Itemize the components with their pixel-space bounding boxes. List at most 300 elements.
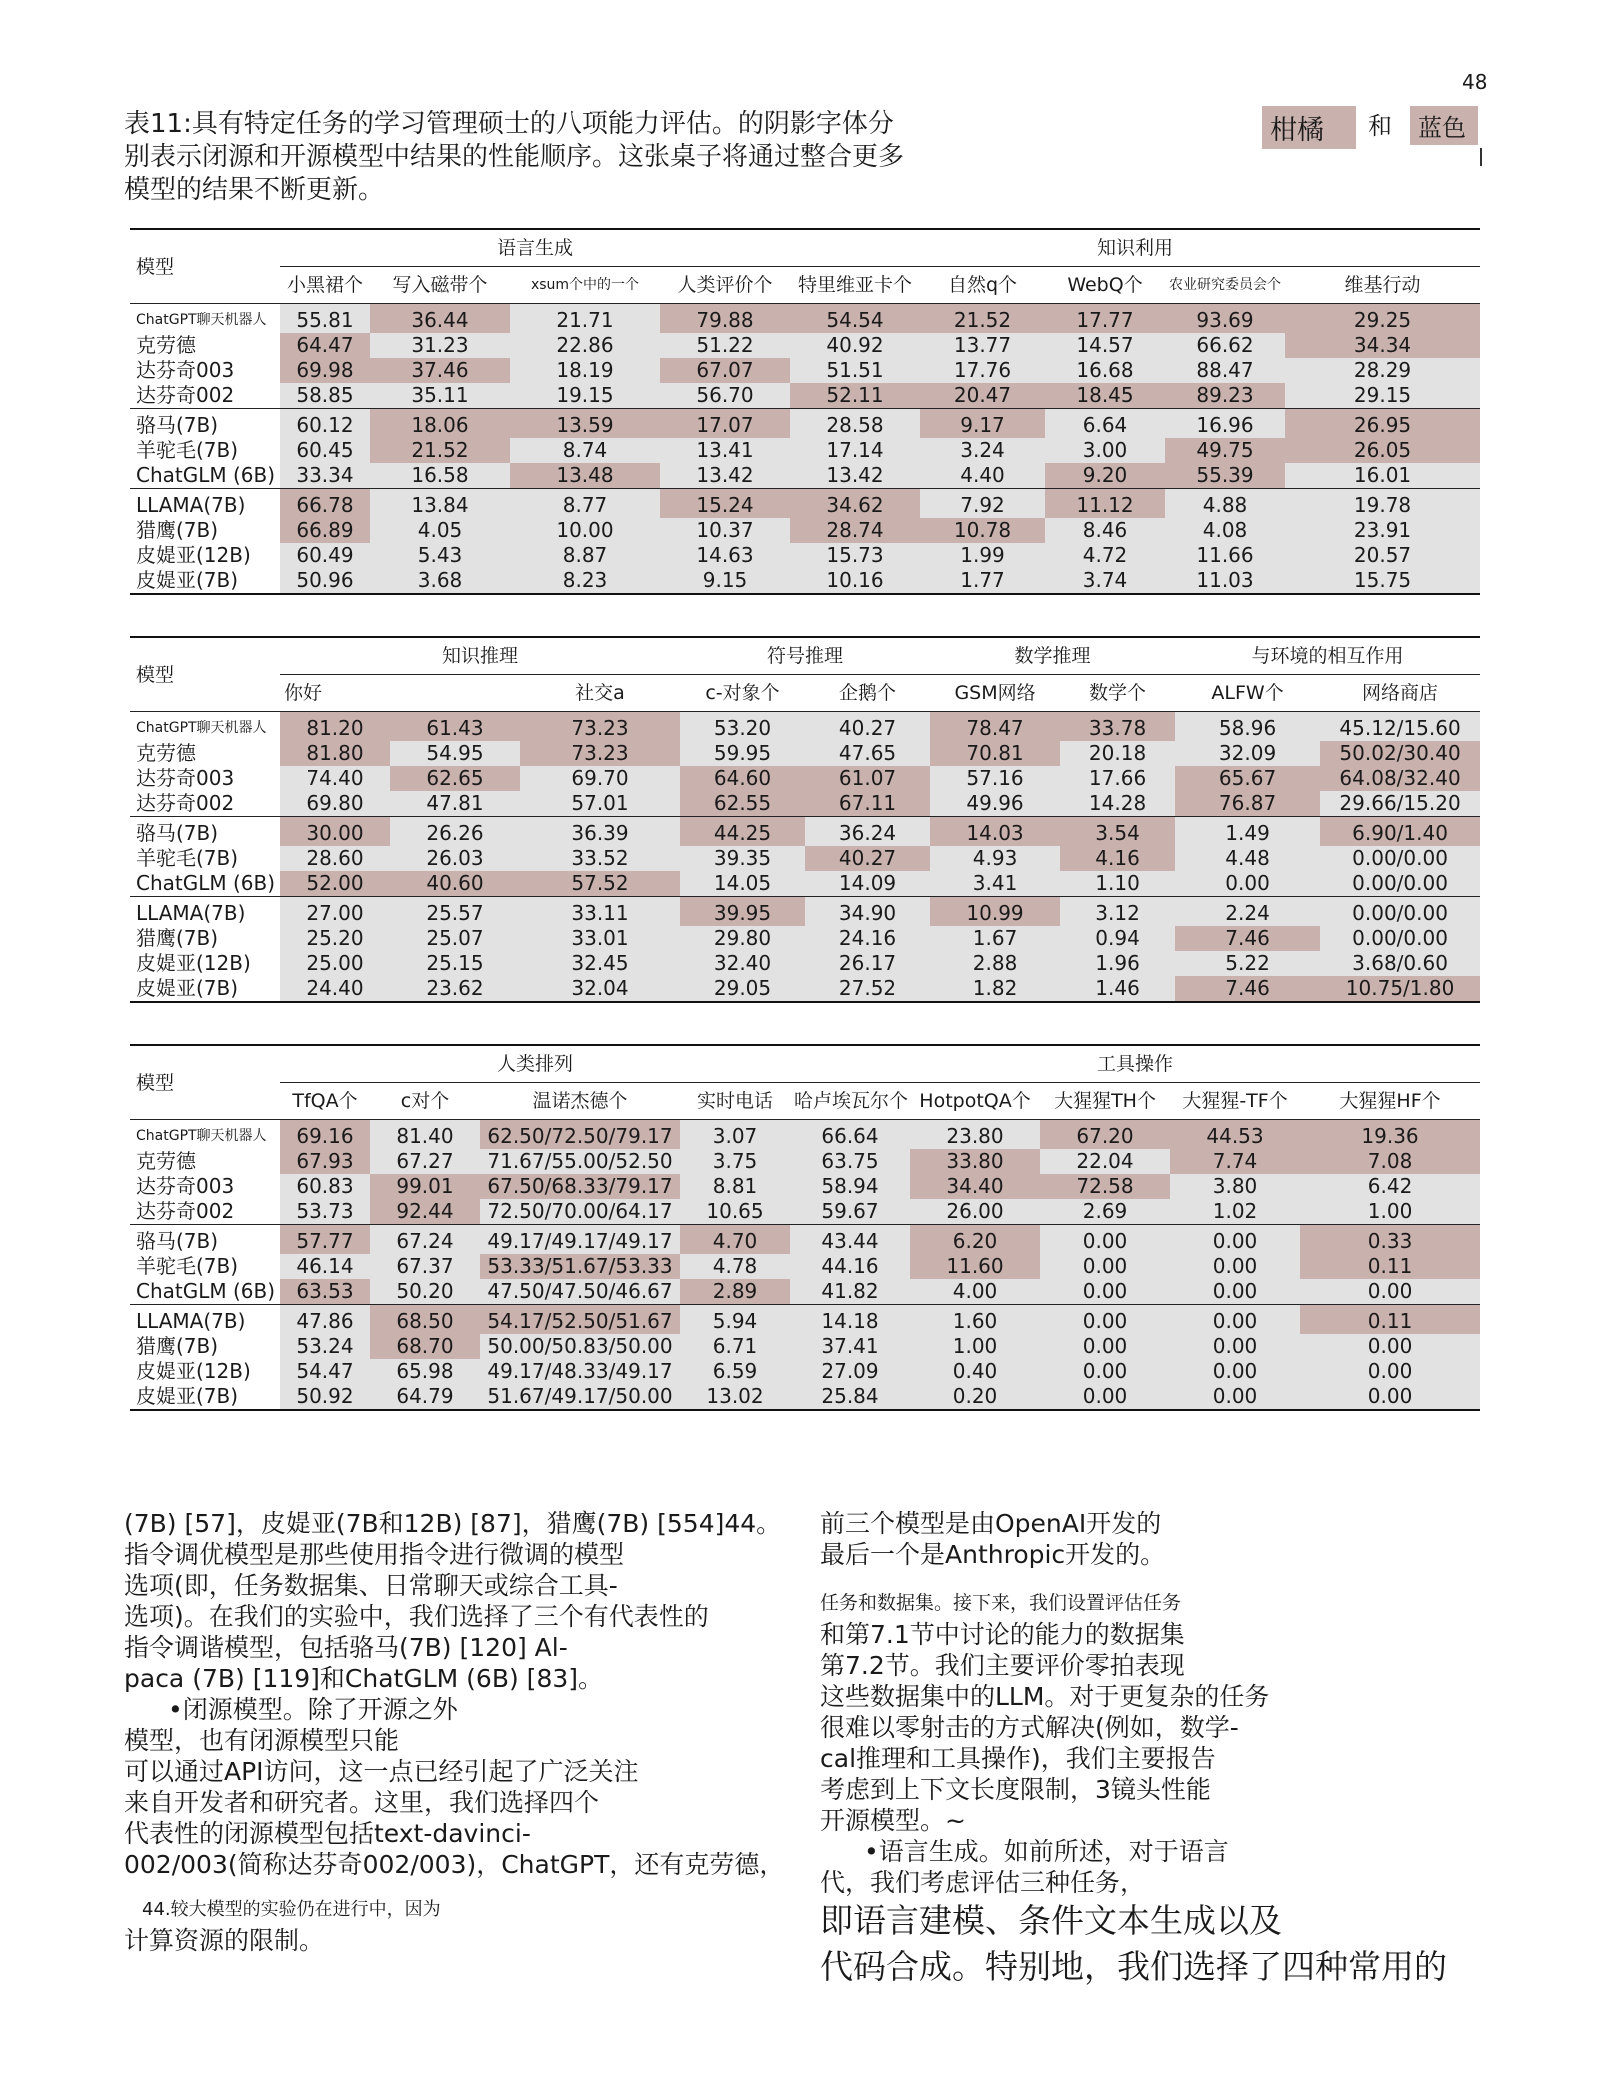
score-cell: 6.64 <box>1045 409 1165 439</box>
score-cell: 11.60 <box>910 1254 1040 1279</box>
model-name-cell: LLAMA(7B) <box>130 489 280 519</box>
column-header: 温诺杰德个 <box>480 1083 680 1120</box>
model-name-cell: 皮媞亚(12B) <box>136 1359 251 1383</box>
score-cell: 78.47 <box>930 712 1060 742</box>
body-text-right <box>820 1508 1540 1990</box>
model-name-cell: 猎鹰(7B) <box>136 926 219 950</box>
score-cell: 60.49 <box>280 543 370 568</box>
paragraph-line: 002/003(简称达芬奇002/003)，ChatGPT，还有克劳德， <box>124 1850 785 1879</box>
table-caption: 表11:具有特定任务的学习管理硕士的八项能力评估。的阴影字体分别表示闭源和开源模型中结果的性能顺序。这张桌子将通过整合更多模型的结果不断更新。 <box>124 109 905 205</box>
paragraph-line: 第7.2节。我们主要评价零拍表现 <box>820 1651 1185 1680</box>
table-row <box>130 1149 1480 1174</box>
score-cell: 13.84 <box>370 489 510 519</box>
score-cell: 66.89 <box>280 518 370 543</box>
column-header: 大猩猩HF个 <box>1300 1083 1480 1120</box>
model-name-cell: 猎鹰(7B) <box>136 1334 219 1358</box>
score-cell: 32.09 <box>1175 741 1320 766</box>
table-row <box>130 1199 1480 1225</box>
score-cell: 0.00 <box>1300 1359 1480 1384</box>
score-cell: 58.96 <box>1175 712 1320 742</box>
score-cell: 26.17 <box>805 951 930 976</box>
paragraph-line: 即语言建模、条件文本生成以及 <box>820 1901 1282 1940</box>
bullet-language-generation: •语言生成。如前所述，对于语言 <box>864 1837 1229 1866</box>
score-cell: 81.40 <box>370 1120 480 1150</box>
score-cell: 17.07 <box>660 409 790 439</box>
results-table-language-knowledge <box>130 228 1480 595</box>
table-row <box>130 712 1480 742</box>
score-cell: 54.17/52.50/51.67 <box>480 1305 680 1335</box>
score-cell: 13.42 <box>790 463 920 489</box>
score-cell: 3.54 <box>1060 817 1175 847</box>
score-cell: 7.08 <box>1300 1149 1480 1174</box>
model-header: 模型 <box>130 1045 280 1120</box>
score-cell: 53.20 <box>680 712 805 742</box>
score-cell: 21.52 <box>370 438 510 463</box>
score-cell: 26.03 <box>390 846 520 871</box>
score-cell: 34.62 <box>790 489 920 519</box>
column-header: 你好 <box>280 675 390 712</box>
score-cell: 3.24 <box>920 438 1045 463</box>
score-cell: 70.81 <box>930 741 1060 766</box>
score-cell: 0.00 <box>1170 1225 1300 1255</box>
table-row <box>130 383 1480 409</box>
column-header: 自然q个 <box>920 267 1045 304</box>
score-cell: 0.33 <box>1300 1225 1480 1255</box>
score-cell: 28.74 <box>790 518 920 543</box>
score-cell: 4.70 <box>680 1225 790 1255</box>
score-cell: 0.00 <box>1170 1359 1300 1384</box>
score-cell: 50.00/50.83/50.00 <box>480 1334 680 1359</box>
table-row <box>130 543 1480 568</box>
bullet-closed-source: •闭源模型。除了开源之外 <box>168 1695 458 1724</box>
score-cell: 40.60 <box>390 871 520 897</box>
group-header: 知识推理 <box>280 637 680 675</box>
score-cell: 36.44 <box>370 304 510 334</box>
score-cell: 59.67 <box>790 1199 910 1225</box>
score-cell: 5.43 <box>370 543 510 568</box>
score-cell: 2.69 <box>1040 1199 1170 1225</box>
column-header: ALFW个 <box>1175 675 1320 712</box>
score-cell: 66.78 <box>280 489 370 519</box>
group-header: 符号推理 <box>680 637 930 675</box>
paragraph-line: paca (7B) [119]和ChatGLM (6B) [83]。 <box>124 1664 604 1693</box>
score-cell: 64.47 <box>280 333 370 358</box>
score-cell: 3.74 <box>1045 568 1165 594</box>
score-cell: 67.50/68.33/79.17 <box>480 1174 680 1199</box>
score-cell: 4.48 <box>1175 846 1320 871</box>
paragraph-line: 指令调优模型是那些使用指令进行微调的模型 <box>124 1540 625 1569</box>
score-cell: 36.39 <box>520 817 680 847</box>
score-cell: 0.00 <box>1040 1225 1170 1255</box>
score-cell: 31.23 <box>370 333 510 358</box>
model-name-cell: 达芬奇002 <box>136 1199 235 1223</box>
column-header: c对个 <box>370 1083 480 1120</box>
paragraph-line: 来自开发者和研究者。这里，我们选择四个 <box>124 1788 600 1817</box>
table-row <box>130 333 1480 358</box>
score-cell: 72.58 <box>1040 1174 1170 1199</box>
score-cell: 81.20 <box>280 712 390 742</box>
score-cell: 0.00 <box>1040 1279 1170 1305</box>
score-cell: 59.95 <box>680 741 805 766</box>
score-cell: 51.51 <box>790 358 920 383</box>
score-cell: 28.60 <box>280 846 390 871</box>
score-cell: 1.49 <box>1175 817 1320 847</box>
footnote: 44.较大模型的实验仍在进行中，因为 <box>142 1899 441 1920</box>
score-cell: 15.24 <box>660 489 790 519</box>
group-header: 语言生成 <box>280 229 790 267</box>
paragraph-line: 选项)。在我们的实验中，我们选择了三个有代表性的 <box>124 1602 709 1631</box>
score-cell: 16.01 <box>1285 463 1480 489</box>
score-cell: 3.68/0.60 <box>1320 951 1480 976</box>
score-cell: 24.40 <box>280 976 390 1002</box>
score-cell: 20.57 <box>1285 543 1480 568</box>
score-cell: 13.42 <box>660 463 790 489</box>
score-cell: 53.73 <box>280 1199 370 1225</box>
score-cell: 8.77 <box>510 489 660 519</box>
model-header: 模型 <box>130 637 280 712</box>
score-cell: 39.95 <box>680 897 805 927</box>
table-row <box>130 409 1480 439</box>
model-name-cell: ChatGLM (6B) <box>136 1279 276 1303</box>
score-cell: 24.16 <box>805 926 930 951</box>
score-cell: 35.11 <box>370 383 510 409</box>
score-cell: 17.76 <box>920 358 1045 383</box>
score-cell: 47.86 <box>280 1305 370 1335</box>
score-cell: 69.98 <box>280 358 370 383</box>
score-cell: 67.07 <box>660 358 790 383</box>
score-cell: 8.46 <box>1045 518 1165 543</box>
model-name-cell: ChatGLM (6B) <box>136 463 276 487</box>
score-cell: 62.65 <box>390 766 520 791</box>
score-cell: 63.75 <box>790 1149 910 1174</box>
score-cell: 29.25 <box>1285 304 1480 334</box>
score-cell: 20.47 <box>920 383 1045 409</box>
model-name-cell: 皮媞亚(7B) <box>130 976 280 1002</box>
score-cell: 20.18 <box>1060 741 1175 766</box>
score-cell: 71.67/55.00/52.50 <box>480 1149 680 1174</box>
score-cell: 25.20 <box>280 926 390 951</box>
score-cell: 14.03 <box>930 817 1060 847</box>
model-name-cell: ChatGLM (6B) <box>136 871 276 895</box>
table-row <box>130 926 1480 951</box>
score-cell: 9.17 <box>920 409 1045 439</box>
score-cell: 17.66 <box>1060 766 1175 791</box>
score-cell: 8.87 <box>510 543 660 568</box>
paragraph-line: 很难以零射击的方式解决(例如，数学- <box>820 1713 1239 1742</box>
score-cell: 10.75/1.80 <box>1320 976 1480 1002</box>
score-cell: 2.24 <box>1175 897 1320 927</box>
score-cell: 57.16 <box>930 766 1060 791</box>
score-cell: 51.22 <box>660 333 790 358</box>
score-cell: 29.66/15.20 <box>1320 791 1480 817</box>
score-cell: 16.68 <box>1045 358 1165 383</box>
score-cell: 7.46 <box>1175 926 1320 951</box>
column-header: 企鹅个 <box>805 675 930 712</box>
column-header: 大猩猩TH个 <box>1040 1083 1170 1120</box>
column-header: 社交a <box>520 675 680 712</box>
score-cell: 13.02 <box>680 1384 790 1410</box>
score-cell: 3.12 <box>1060 897 1175 927</box>
model-name-cell: 达芬奇003 <box>136 766 235 790</box>
score-cell: 67.37 <box>370 1254 480 1279</box>
column-header: 哈卢埃瓦尔个 <box>790 1083 910 1120</box>
score-cell: 3.68 <box>370 568 510 594</box>
score-cell: 92.44 <box>370 1199 480 1225</box>
score-cell: 1.60 <box>910 1305 1040 1335</box>
score-cell: 60.12 <box>280 409 370 439</box>
paragraph-line: 可以通过API访问，这一点已经引起了广泛关注 <box>124 1757 639 1786</box>
score-cell: 57.01 <box>520 791 680 817</box>
score-cell: 11.66 <box>1165 543 1285 568</box>
score-cell: 0.00/0.00 <box>1320 897 1480 927</box>
score-cell: 26.95 <box>1285 409 1480 439</box>
score-cell: 4.40 <box>920 463 1045 489</box>
table-row <box>130 438 1480 463</box>
score-cell: 6.90/1.40 <box>1320 817 1480 847</box>
score-cell: 10.00 <box>510 518 660 543</box>
score-cell: 0.20 <box>910 1384 1040 1410</box>
score-cell: 63.53 <box>280 1279 370 1305</box>
score-cell: 25.84 <box>790 1384 910 1410</box>
score-cell: 9.15 <box>660 568 790 594</box>
score-cell: 30.00 <box>280 817 390 847</box>
score-cell: 15.73 <box>790 543 920 568</box>
score-cell: 0.00 <box>1170 1279 1300 1305</box>
score-cell: 29.80 <box>680 926 805 951</box>
footnote: 计算资源的限制。 <box>124 1926 325 1955</box>
score-cell: 1.10 <box>1060 871 1175 897</box>
paragraph-line: 开源模型。~ <box>820 1806 966 1835</box>
score-cell: 0.00 <box>1300 1334 1480 1359</box>
model-name-cell: 皮媞亚(12B) <box>136 543 251 567</box>
table-row <box>130 568 1480 594</box>
column-header: 实时电话 <box>680 1083 790 1120</box>
results-table-reasoning-environment <box>130 636 1480 1003</box>
table-row <box>130 1334 1480 1359</box>
score-cell: 1.46 <box>1060 976 1175 1002</box>
score-cell: 13.77 <box>920 333 1045 358</box>
paragraph-line: 选项(即，任务数据集、日常聊天或综合工具- <box>124 1571 618 1600</box>
table-row <box>130 741 1480 766</box>
score-cell: 67.11 <box>805 791 930 817</box>
score-cell: 16.96 <box>1165 409 1285 439</box>
score-cell: 64.79 <box>370 1384 480 1410</box>
score-cell: 5.22 <box>1175 951 1320 976</box>
score-cell: 69.16 <box>280 1120 370 1150</box>
score-cell: 18.19 <box>510 358 660 383</box>
table-row <box>130 518 1480 543</box>
column-header: GSM网络 <box>930 675 1060 712</box>
score-cell: 26.00 <box>910 1199 1040 1225</box>
score-cell: 8.81 <box>680 1174 790 1199</box>
score-cell: 1.00 <box>910 1334 1040 1359</box>
score-cell: 27.09 <box>790 1359 910 1384</box>
paragraph-line: 代码合成。特别地，我们选择了四种常用的 <box>820 1947 1447 1986</box>
score-cell: 6.20 <box>910 1225 1040 1255</box>
score-cell: 45.12/15.60 <box>1320 712 1480 742</box>
score-cell: 67.27 <box>370 1149 480 1174</box>
score-cell: 7.46 <box>1175 976 1320 1002</box>
score-cell: 66.62 <box>1165 333 1285 358</box>
group-header: 数学推理 <box>930 637 1175 675</box>
score-cell: 60.83 <box>280 1174 370 1199</box>
score-cell: 3.80 <box>1170 1174 1300 1199</box>
score-cell: 68.50 <box>370 1305 480 1335</box>
table-row <box>130 1254 1480 1279</box>
score-cell: 14.18 <box>790 1305 910 1335</box>
score-cell: 57.52 <box>520 871 680 897</box>
score-cell: 0.00 <box>1040 1305 1170 1335</box>
score-cell: 29.05 <box>680 976 805 1002</box>
score-cell: 13.48 <box>510 463 660 489</box>
table-row <box>130 1305 1480 1335</box>
score-cell: 10.37 <box>660 518 790 543</box>
score-cell: 4.78 <box>680 1254 790 1279</box>
score-cell: 53.24 <box>280 1334 370 1359</box>
column-header: 网络商店 <box>1320 675 1480 712</box>
score-cell: 17.14 <box>790 438 920 463</box>
score-cell: 0.00 <box>1040 1359 1170 1384</box>
model-name-cell: 克劳德 <box>136 1149 196 1173</box>
score-cell: 61.43 <box>390 712 520 742</box>
score-cell: 1.82 <box>930 976 1060 1002</box>
score-cell: 0.00/0.00 <box>1320 846 1480 871</box>
score-cell: 62.50/72.50/79.17 <box>480 1120 680 1150</box>
score-cell: 0.94 <box>1060 926 1175 951</box>
score-cell: 8.23 <box>510 568 660 594</box>
score-cell: 57.77 <box>280 1225 370 1255</box>
score-cell: 6.59 <box>680 1359 790 1384</box>
score-cell: 14.09 <box>805 871 930 897</box>
score-cell: 61.07 <box>805 766 930 791</box>
score-cell: 49.75 <box>1165 438 1285 463</box>
score-cell: 67.93 <box>280 1149 370 1174</box>
score-cell: 36.24 <box>805 817 930 847</box>
score-cell: 79.88 <box>660 304 790 334</box>
score-cell: 40.92 <box>790 333 920 358</box>
score-cell: 49.96 <box>930 791 1060 817</box>
score-cell: 1.77 <box>920 568 1045 594</box>
model-name-cell: 羊驼毛(7B) <box>136 846 239 870</box>
score-cell: 10.78 <box>920 518 1045 543</box>
score-cell: 25.15 <box>390 951 520 976</box>
table-row <box>130 489 1480 519</box>
score-cell: 21.71 <box>510 304 660 334</box>
score-cell: 44.25 <box>680 817 805 847</box>
score-cell: 25.00 <box>280 951 390 976</box>
score-cell: 4.93 <box>930 846 1060 871</box>
column-header: c-对象个 <box>680 675 805 712</box>
score-cell: 73.23 <box>520 712 680 742</box>
table-row <box>130 1174 1480 1199</box>
group-header: 与环境的相互作用 <box>1175 637 1480 675</box>
score-cell: 64.08/32.40 <box>1320 766 1480 791</box>
body-text-left <box>124 1508 824 1956</box>
score-cell: 0.00/0.00 <box>1320 871 1480 897</box>
score-cell: 44.53 <box>1170 1120 1300 1150</box>
score-cell: 76.87 <box>1175 791 1320 817</box>
score-cell: 9.20 <box>1045 463 1165 489</box>
score-cell: 3.75 <box>680 1149 790 1174</box>
table-row <box>130 1120 1480 1150</box>
score-cell: 0.00 <box>1170 1305 1300 1335</box>
model-header: 模型 <box>130 229 280 304</box>
paragraph-line: (7B) [57]，皮媞亚(7B和12B) [87]，猎鹰(7B) [554]44。 <box>124 1509 782 1538</box>
model-name-cell: 皮媞亚(12B) <box>136 951 251 975</box>
score-cell: 26.05 <box>1285 438 1480 463</box>
score-cell: 15.75 <box>1285 568 1480 594</box>
score-cell: 28.29 <box>1285 358 1480 383</box>
score-cell: 14.63 <box>660 543 790 568</box>
score-cell: 47.81 <box>390 791 520 817</box>
score-cell: 93.69 <box>1165 304 1285 334</box>
score-cell: 11.03 <box>1165 568 1285 594</box>
score-cell: 0.00 <box>1175 871 1320 897</box>
paragraph-line: 指令调谐模型，包括骆马(7B) [120] Al- <box>124 1633 568 1662</box>
model-name-cell: 羊驼毛(7B) <box>136 1254 239 1278</box>
score-cell: 0.00 <box>1040 1334 1170 1359</box>
table-row <box>130 463 1480 489</box>
score-cell: 55.39 <box>1165 463 1285 489</box>
model-name-cell: LLAMA(7B) <box>130 897 280 927</box>
score-cell: 13.59 <box>510 409 660 439</box>
table-row <box>130 1279 1480 1305</box>
table-row <box>130 358 1480 383</box>
score-cell: 27.52 <box>805 976 930 1002</box>
paragraph-line: 最后一个是Anthropic开发的。 <box>820 1540 1166 1569</box>
column-header: 农业研究委员会个 <box>1165 267 1285 304</box>
table-row <box>130 976 1480 1002</box>
table-row <box>130 871 1480 897</box>
score-cell: 49.17/49.17/49.17 <box>480 1225 680 1255</box>
score-cell: 54.95 <box>390 741 520 766</box>
table-row <box>130 1359 1480 1384</box>
score-cell: 50.02/30.40 <box>1320 741 1480 766</box>
score-cell: 49.17/48.33/49.17 <box>480 1359 680 1384</box>
score-cell: 0.40 <box>910 1359 1040 1384</box>
score-cell: 65.98 <box>370 1359 480 1384</box>
score-cell: 33.34 <box>280 463 370 489</box>
score-cell: 0.11 <box>1300 1254 1480 1279</box>
score-cell: 1.00 <box>1300 1199 1480 1225</box>
score-cell: 1.02 <box>1170 1199 1300 1225</box>
column-header: 写入磁带个 <box>370 267 510 304</box>
score-cell: 60.45 <box>280 438 370 463</box>
score-cell: 18.45 <box>1045 383 1165 409</box>
score-cell: 3.07 <box>680 1120 790 1150</box>
score-cell: 23.91 <box>1285 518 1480 543</box>
score-cell: 4.08 <box>1165 518 1285 543</box>
score-cell: 33.78 <box>1060 712 1175 742</box>
results-table-alignment-tools <box>130 1044 1480 1411</box>
score-cell: 64.60 <box>680 766 805 791</box>
score-cell: 23.80 <box>910 1120 1040 1150</box>
score-cell: 26.26 <box>390 817 520 847</box>
score-cell: 19.36 <box>1300 1120 1480 1150</box>
table-row <box>130 951 1480 976</box>
score-cell: 23.62 <box>390 976 520 1002</box>
score-cell: 14.28 <box>1060 791 1175 817</box>
model-name-cell: 羊驼毛(7B) <box>136 438 239 462</box>
score-cell: 3.41 <box>930 871 1060 897</box>
score-cell: 33.52 <box>520 846 680 871</box>
score-cell: 0.00 <box>1040 1384 1170 1410</box>
model-name-cell: 达芬奇003 <box>136 358 235 382</box>
table-row <box>130 817 1480 847</box>
score-cell: 0.00 <box>1170 1384 1300 1410</box>
score-cell: 54.54 <box>790 304 920 334</box>
column-header: 数学个 <box>1060 675 1175 712</box>
